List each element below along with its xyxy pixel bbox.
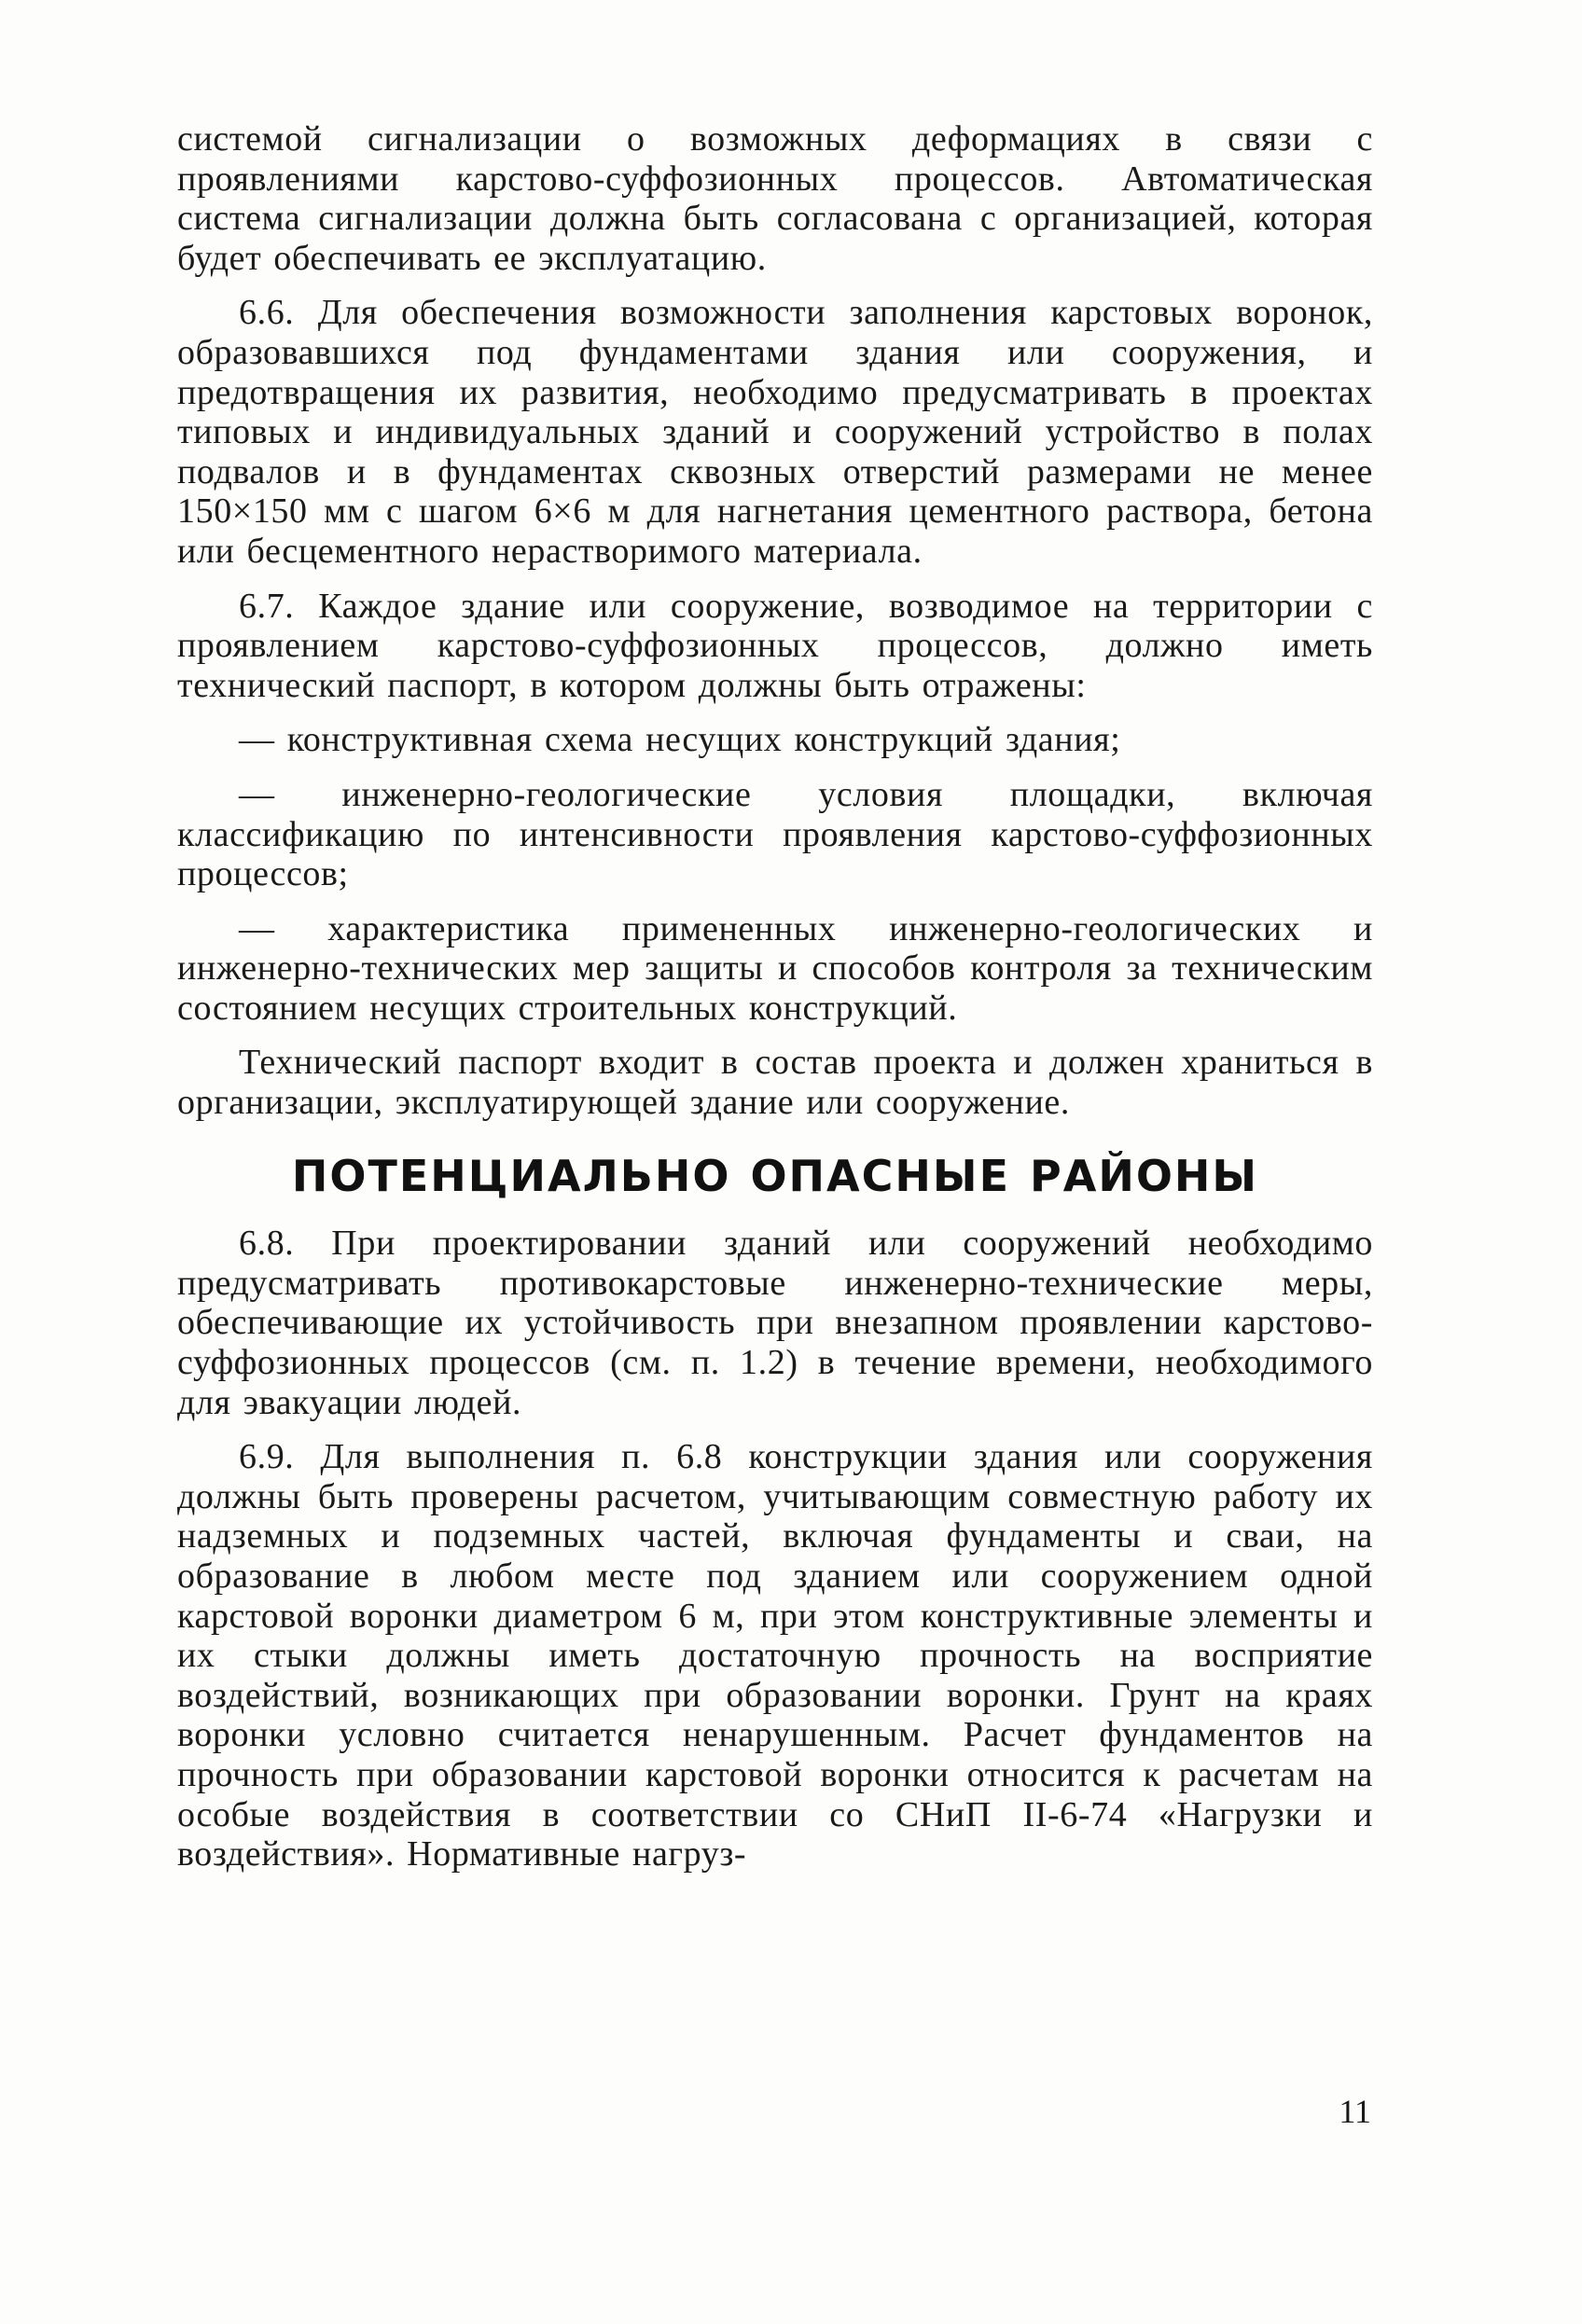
list-item-protection-measures: — характеристика примененных инженерно-геологических и инженерно-технических мер защиты и способов контроля за техническим состоянием несущих строительных конструкций. bbox=[177, 908, 1373, 1028]
paragraph-continuation: системой сигнализации о возможных деформациях в связи с проявлениями карстово-суффозионных процессов. Автоматическая система сигнализации должна быть согласована с организацией, которая будет обеспечивать ее эксплуатацию. bbox=[177, 119, 1373, 278]
paragraph-6-8: 6.8. При проектировании зданий или сооружений необходимо предусматривать противокарстовые инженерно-технические меры, обеспечивающие их устойчивость при внезапном проявлении карстово-суффозионных процессов (см. п. 1.2) в течение времени, необходимого для эвакуации людей. bbox=[177, 1224, 1373, 1422]
body-text bbox=[177, 119, 1373, 1889]
page-number: 11 bbox=[1339, 2093, 1371, 2130]
paragraph-6-6: 6.6. Для обеспечения возможности заполнения карстовых воронок, образовавшихся под фундаментами здания или сооружения, и предотвращения их развития, необходимо предусматривать в проектах типовых и индивидуальных зданий и сооружений устройство в полах подвалов и в фундаментах сквозных отверстий размерами не менее 150×150 мм с шагом 6×6 м для нагнетания цементного раствора, бетона или бесцементного нерастворимого материала. bbox=[177, 293, 1373, 571]
paragraph-technical-passport: Технический паспорт входит в состав проекта и должен храниться в организации, эксплуатирующей здание или сооружение. bbox=[177, 1043, 1373, 1123]
paragraph-6-7: 6.7. Каждое здание или сооружение, возводимое на территории с проявлением карстово-суффозионных процессов, должно иметь технический паспорт, в котором должны быть отражены: bbox=[177, 586, 1373, 705]
list-item-geological-conditions: — инженерно-геологические условия площадки, включая классификацию по интенсивности проявления карстово-суффозионных процессов; bbox=[177, 774, 1373, 894]
section-heading: ПОТЕНЦИАЛЬНО ОПАСНЫЕ РАЙОНЫ bbox=[291, 1150, 1259, 1201]
list-item-structural-scheme: — конструктивная схема несущих конструкций здания; bbox=[239, 720, 1121, 760]
paragraph-6-9: 6.9. Для выполнения п. 6.8 конструкции здания или сооружения должны быть проверены расчетом, учитывающим совместную работу их надземных и подземных частей, включая фундаменты и сваи, на образование в любом месте под зданием или сооружением одной карстовой воронки диаметром 6 м, при этом конструктивные элементы и их стыки должны иметь достаточную прочность на восприятие воздействий, возникающих при образовании воронки. Грунт на краях воронки условно считается ненарушенным. Расчет фундаментов на прочность при образовании карстовой воронки относится к расчетам на особые воздействия в соответствии со СНиП II-6-74 «Нагрузки и воздействия». Нормативные нагруз- bbox=[177, 1437, 1373, 1874]
